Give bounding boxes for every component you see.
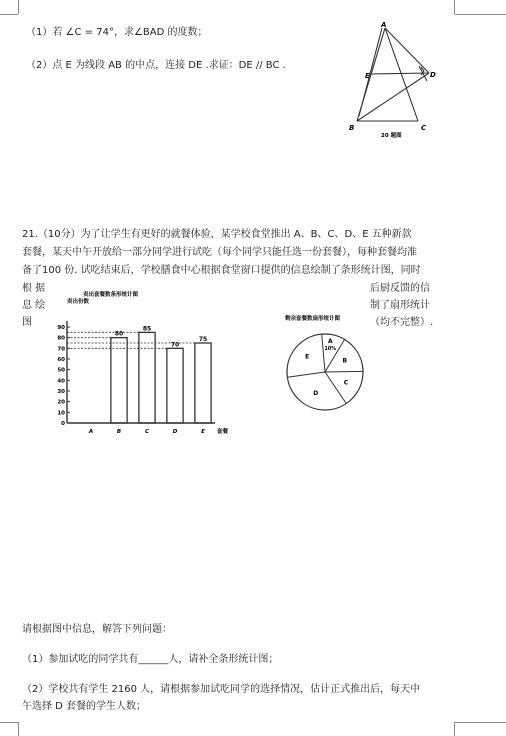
q21-sub2a: （2）学校共有学生 2160 人，请根据参加试吃同学的选择情况，估计正式推出后，每天中: [22, 684, 421, 695]
q21-line4-left: 根 据: [22, 283, 46, 294]
bar-value-label: 80: [114, 330, 124, 338]
crop-mark: [0, 722, 18, 723]
y-axis-label: 卖出份数: [67, 299, 90, 305]
bar: [111, 338, 127, 423]
x-tick-label: C: [144, 429, 150, 435]
figure-caption: 20 题图: [381, 133, 402, 139]
q21-line4-right: 后厨反馈的信: [370, 283, 430, 294]
y-tick-label: 70: [57, 346, 65, 353]
label-D: D: [430, 71, 436, 79]
q21-line6-right: （均不完整）.: [370, 317, 434, 328]
y-tick-label: 90: [57, 325, 65, 331]
x-tick-label: B: [116, 429, 122, 435]
label-B: B: [349, 124, 355, 132]
crop-mark: [455, 14, 506, 15]
pie-divider: [287, 372, 325, 377]
y-tick-label: 0: [61, 421, 65, 427]
q21-prompt: 请根据图中信息，解答下列问题：: [22, 624, 172, 635]
pie-chart: [275, 310, 375, 415]
slice-label: A: [327, 338, 333, 346]
y-tick-label: 60: [57, 357, 65, 363]
x-tick-label: E: [201, 429, 205, 435]
slice-label: B: [342, 357, 348, 365]
q20-figure: [345, 20, 445, 145]
q21-line6-left: 图: [22, 317, 32, 328]
q21-line1: 21.（10分）为了让学生有更好的就餐体验，某学校食堂推出 A、B、C、D、E 五种新款: [22, 229, 412, 240]
bar: [195, 343, 211, 423]
q21-line5-left: 息 绘: [22, 300, 46, 311]
segment-ED: [371, 73, 429, 74]
slice-label: E: [305, 353, 310, 361]
pie-divider: [325, 372, 346, 404]
q21-line2: 套餐，某天中午开放给一部分同学进行试吃（每个同学只能任选一份套餐），每种套餐均准: [22, 247, 417, 258]
pie-divider: [325, 371, 363, 372]
slice-percent-label: 10%: [324, 346, 337, 353]
segment-AC: [385, 28, 418, 121]
chart-title: 剩余套餐数扇形统计图: [285, 316, 341, 322]
crop-mark: [454, 0, 455, 14]
chart-title: 卖出套餐数条形统计图: [83, 292, 139, 298]
crop-mark: [455, 722, 506, 723]
y-tick-label: 40: [57, 378, 65, 385]
crop-mark: [18, 722, 19, 736]
y-tick-label: 80: [57, 335, 65, 342]
q20-part1: （1）若 ∠C = 74°，求∠BAD 的度数；: [26, 27, 208, 38]
crop-mark: [454, 722, 455, 736]
bar: [139, 332, 155, 423]
q21-line3: 备了100 份. 试吃结束后，学校膳食中心根据食堂窗口提供的信息绘制了条形统计图，同时: [22, 265, 421, 276]
label-A: A: [381, 21, 387, 29]
bar-value-label: 70: [170, 341, 180, 349]
inner-segment: [359, 28, 382, 116]
q21-sub1: （1）参加试吃的同学共有______人，请补全条形统计图；: [22, 654, 279, 665]
crop-mark: [18, 0, 19, 14]
q20-part2: （2）点 E 为线段 AB 的中点，连接 DE .求证：DE // BC .: [26, 60, 286, 71]
y-tick-label: 50: [57, 367, 65, 374]
pie-divider: [322, 334, 325, 372]
label-C: C: [421, 124, 427, 132]
bar-value-label: 85: [142, 325, 152, 333]
segment-AD: [385, 28, 429, 73]
y-tick-label: 20: [57, 399, 65, 406]
q21-sub2b: 午选择 D 套餐的学生人数；: [22, 701, 147, 712]
q21-line5-right: 制了扇形统计: [370, 300, 430, 311]
x-axis-label: 套餐: [217, 429, 229, 435]
slice-label: D: [313, 389, 319, 397]
label-E: E: [365, 72, 370, 80]
x-tick-label: A: [88, 429, 94, 435]
slice-label: C: [343, 379, 349, 387]
bar-value-label: 75: [198, 336, 208, 343]
x-tick-label: D: [172, 429, 178, 435]
crop-mark: [0, 14, 18, 15]
y-tick-label: 30: [57, 389, 65, 395]
bar: [167, 348, 183, 423]
bar-chart: [55, 287, 245, 440]
y-tick-label: 10: [57, 410, 65, 417]
